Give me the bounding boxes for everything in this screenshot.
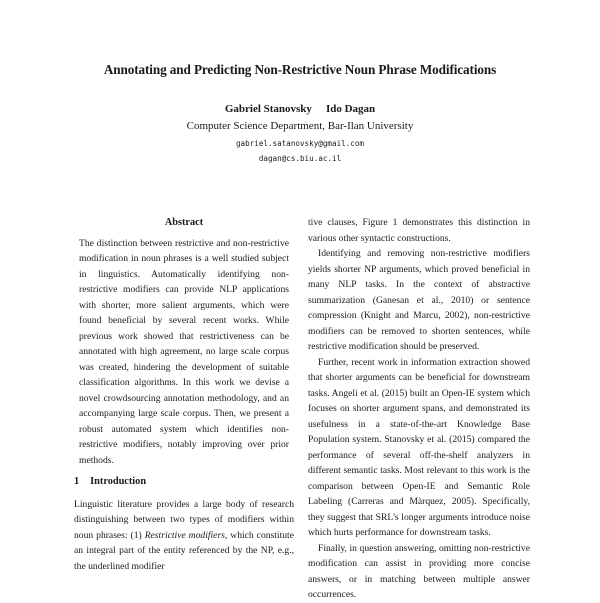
body-paragraph: Identifying and removing non-restrictive modifiers yields shorter NP arguments, which proved beneficial in many NLP tasks. In the context of abstractive summarization (Ganesan et al., 2010) or sentence compression (Knight and Marcu, 2002), non-restrictive modifiers can be removed to shorten sentences, while restrictive modification should be preserved. [308,248,530,352]
author-name: Ido Dagan [325,103,376,115]
section-heading [74,474,294,490]
intro-paragraph [74,497,294,575]
left-column [74,215,294,574]
abstract-paragraph: The distinction between restrictive and non-restrictive modification in noun phrases is a well studied subject in linguistics. Automatically identifying non-restrictive modifiers can provide NLP applications with shorter, more salient arguments, which were found beneficial by several recent works. While previous work showed that restrictiveness can be annotated with high agreement, no large scale corpus was created, hindering the development of suitable classification algorithms. In this work we devise a novel crowdsourcing annotation methodology, and an accompanying large scale corpus. Then, we present a robust automated system which identifies non-restrictive modifiers, notably improving over prior methods. [79,237,289,466]
section-title: Introduction [90,476,147,487]
body-paragraph: Further, recent work in information extraction showed that shorter arguments can be beneficial for downstream tasks. Angeli et al. (2015) built an Open-IE system which focuses on shorter argument spans, and demonstrated its usefulness in a state-of-the-art Knowledge Base Population system. Stanovsky et al. (2015) compared the performance of several off-the-shelf analyzers in different semantic tasks. Most relevant to this work is the comparison between Open-IE and Semantic Role Labeling (Carreras and Màrquez, 2005). Specifically, they suggest that SRL's longer arguments introduce noise which hurts performance for downstream tasks. [308,356,530,538]
right-column [308,215,530,603]
section-number: 1 [74,476,80,487]
intro-text: Linguistic literature provides a large body of research distinguishing between two types of modifiers within noun phrases: (1) [74,498,294,541]
body-paragraph: tive clauses, Figure 1 demonstrates this distinction in various other syntactic constructions. [308,217,530,244]
author-email[interactable]: dagan@cs.biu.ac.il [258,154,342,163]
intro-text-cont: , which constitute an integral part of the entity referenced by the NP, e.g., the underlined modifier [74,529,294,572]
author-list [0,103,600,115]
author-name: Gabriel Stanovsky [224,103,312,115]
abstract-heading: Abstract [164,217,204,228]
body-paragraph: Finally, in question answering, omitting non-restrictive modification can assist in providing more concise answers, or in matching between multiple answer occurrences. [308,542,530,600]
paper-title: Annotating and Predicting Non-Restrictive Noun Phrase Modifications [103,62,497,77]
author-email[interactable]: gabriel.satanovsky@gmail.com [235,139,364,148]
affiliation: Computer Science Department, Bar-Ilan University [186,120,414,132]
abstract-text [74,236,294,469]
intro-emphasis: Restrictive modifiers [144,529,225,541]
